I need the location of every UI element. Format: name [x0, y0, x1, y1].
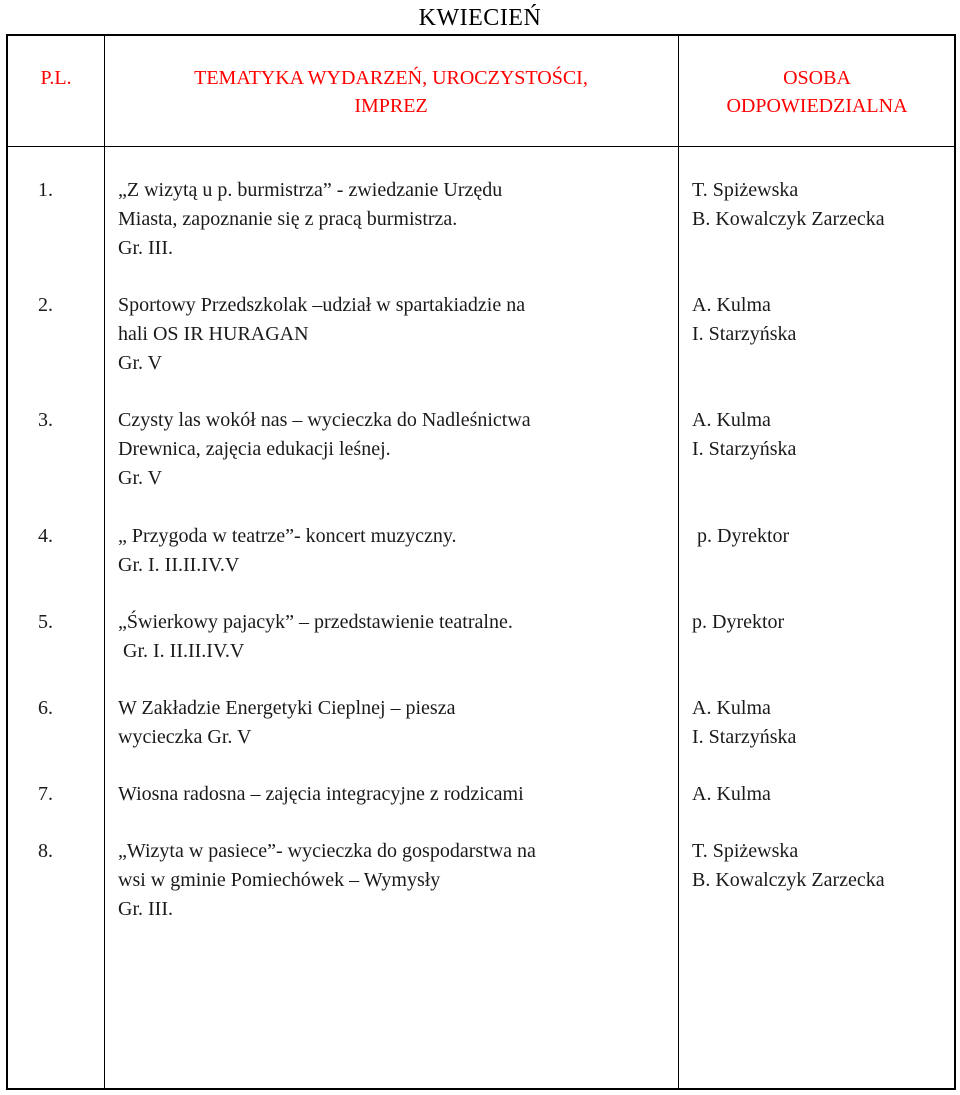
header-topic-line: IMPREZ: [354, 95, 428, 117]
topic-line: Drewnica, zajęcia edukacji leśnej.: [118, 438, 391, 460]
row-topic: [118, 406, 674, 493]
row-topic: [118, 291, 674, 378]
person-line: A. Kulma: [692, 697, 771, 719]
row-person: [692, 522, 954, 551]
person-line: A. Kulma: [692, 409, 771, 431]
row-topic: [118, 780, 674, 809]
events-table: [6, 34, 956, 1090]
column-divider: [678, 36, 679, 1088]
topic-line: „ Przygoda w teatrze”- koncert muzyczny.: [118, 525, 457, 547]
person-line: A. Kulma: [692, 294, 771, 316]
row-topic: [118, 608, 674, 666]
topic-line: Gr. III.: [118, 237, 173, 259]
row-topic: [118, 522, 674, 580]
row-number: 5.: [38, 611, 53, 633]
person-line: T. Spiżewska: [692, 840, 799, 862]
person-line: I. Starzyńska: [692, 323, 797, 345]
header-lp: [8, 64, 104, 92]
person-line: I. Starzyńska: [692, 438, 797, 460]
row-number: 4.: [38, 525, 53, 547]
topic-line: „Z wizytą u p. burmistrza” - zwiedzanie Urzędu: [118, 179, 503, 201]
topic-line: Gr. III.: [118, 898, 173, 920]
topic-line: Wiosna radosna – zajęcia integracyjne z rodzicami: [118, 783, 524, 805]
row-person: [692, 608, 954, 637]
row-topic: [118, 176, 674, 263]
header-person-line: OSOBA: [783, 67, 851, 89]
person-line: A. Kulma: [692, 783, 771, 805]
row-number: 8.: [38, 840, 53, 862]
topic-line: Czysty las wokół nas – wycieczka do Nadleśnictwa: [118, 409, 531, 431]
row-number: 1.: [38, 179, 53, 201]
topic-line: Gr. V: [118, 352, 163, 374]
person-line: p. Dyrektor: [692, 525, 790, 547]
person-line: B. Kowalczyk Zarzecka: [692, 869, 885, 891]
topic-line: Gr. I. II.II.IV.V: [118, 640, 245, 662]
row-number: 6.: [38, 697, 53, 719]
header-lp-label: P.L.: [40, 67, 72, 89]
row-person: [692, 291, 954, 349]
row-person: [692, 176, 954, 234]
topic-line: W Zakładzie Energetyki Cieplnej – piesza: [118, 697, 456, 719]
row-person: [692, 406, 954, 464]
topic-line: „Świerkowy pajacyk” – przedstawienie teatralne.: [118, 611, 513, 633]
person-line: I. Starzyńska: [692, 726, 797, 748]
person-line: p. Dyrektor: [692, 611, 785, 633]
column-divider: [104, 36, 105, 1088]
row-person: [692, 694, 954, 752]
topic-line: Gr. I. II.II.IV.V: [118, 554, 240, 576]
row-topic: [118, 694, 674, 752]
header-topic-line: TEMATYKA WYDARZEŃ, UROCZYSTOŚCI,: [194, 67, 588, 89]
header-topic: [104, 64, 678, 120]
person-line: B. Kowalczyk Zarzecka: [692, 208, 885, 230]
topic-line: hali OS IR HURAGAN: [118, 323, 309, 345]
topic-line: „Wizyta w pasiece”- wycieczka do gospodarstwa na: [118, 840, 536, 862]
topic-line: wycieczka Gr. V: [118, 726, 252, 748]
header-person-line: ODPOWIEDZIALNA: [726, 95, 908, 117]
row-topic: [118, 837, 674, 924]
header-divider: [8, 146, 954, 147]
row-person: [692, 780, 954, 809]
topic-line: wsi w gminie Pomiechówek – Wymysły: [118, 869, 441, 891]
page-title: KWIECIEŃ: [418, 5, 542, 31]
row-number: 3.: [38, 409, 53, 431]
row-number: 7.: [38, 783, 53, 805]
row-number: 2.: [38, 294, 53, 316]
topic-line: Miasta, zapoznanie się z pracą burmistrza.: [118, 208, 458, 230]
topic-line: Sportowy Przedszkolak –udział w spartakiadzie na: [118, 294, 526, 316]
row-person: [692, 837, 954, 895]
person-line: T. Spiżewska: [692, 179, 799, 201]
header-person: [678, 64, 956, 120]
topic-line: Gr. V: [118, 467, 163, 489]
